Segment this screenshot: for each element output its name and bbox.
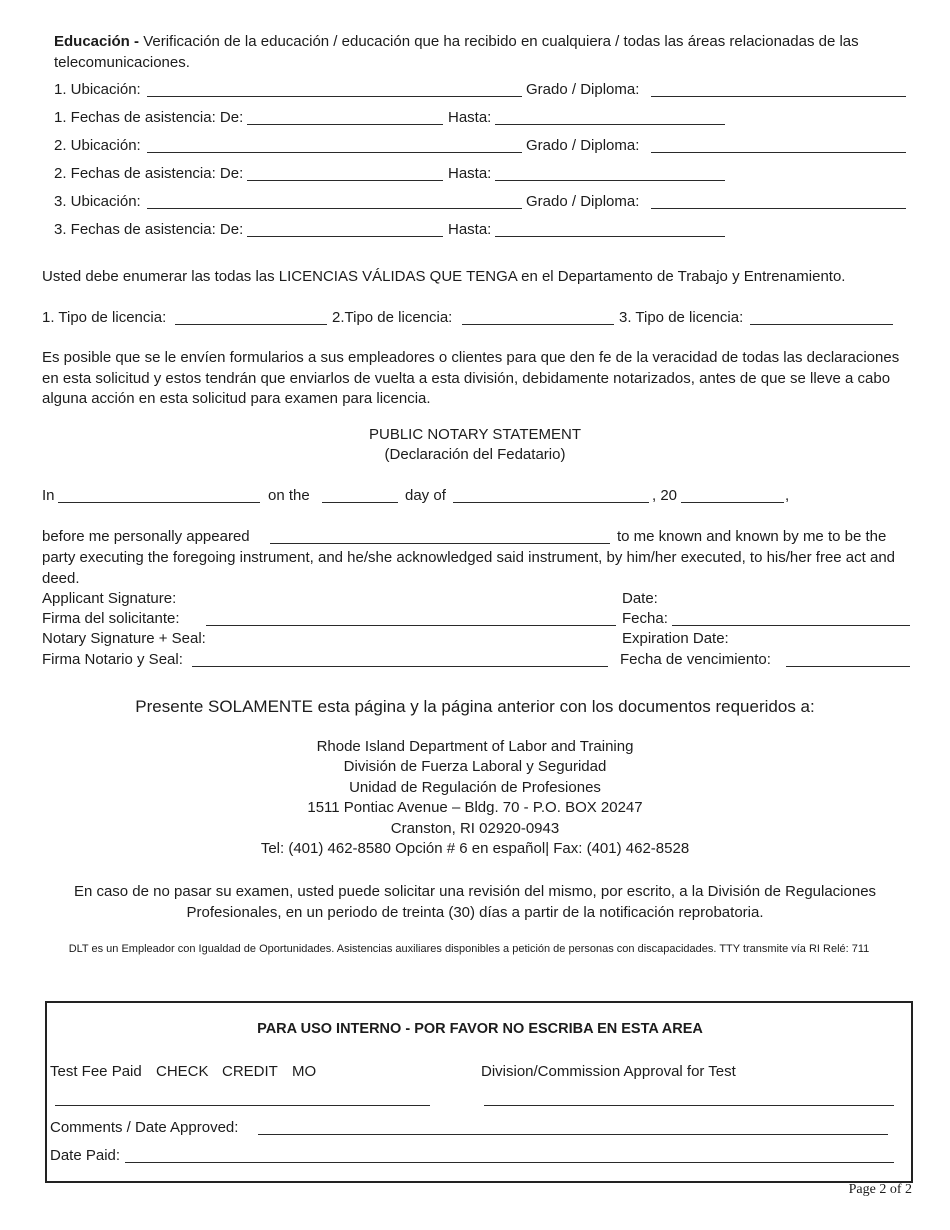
dates-from-3-label: 3. Fechas de asistencia: De: (54, 221, 244, 238)
date-es: Fecha: (622, 610, 668, 627)
licenses-instruction: Usted debe enumerar las todas las LICENCIAS VÁLIDAS QUE TENGA en el Departamento de Trabajo y Entrenamiento. (42, 268, 846, 285)
dates-from-1-field[interactable] (247, 124, 443, 125)
address-line-6: Tel: (401) 462-8580 Opción # 6 en español| Fax: (401) 462-8528 (260, 840, 690, 857)
notary-in-field[interactable] (58, 502, 260, 503)
license-type-1-field[interactable] (175, 324, 327, 325)
address-line-1: Rhode Island Department of Labor and Training (316, 738, 634, 755)
fee-field[interactable] (55, 1105, 430, 1106)
degree-2-field[interactable] (651, 152, 906, 153)
date-paid-label: Date Paid: (50, 1147, 121, 1164)
expiration-es: Fecha de vencimiento: (620, 651, 771, 668)
equal-opportunity-notice: DLT es un Empleador con Igualdad de Oportunidades. Asistencias auxiliares disponibles a petición de personas con discapacidades. TTY transmite vía RI Relé: 711 (68, 943, 870, 955)
address-line-4: 1511 Pontiac Avenue – Bldg. 70 - P.O. BOX 20247 (307, 799, 643, 816)
notary-in-label: In (42, 487, 55, 504)
license-type-2-label: 2.Tipo de licencia: (332, 309, 453, 326)
notary-trailing-comma: , (785, 487, 790, 504)
education-heading: Educación - (54, 33, 140, 50)
address-line-2: División de Fuerza Laboral y Seguridad (343, 758, 607, 775)
address-line-5: Cranston, RI 02920-0943 (390, 820, 560, 837)
internal-use-title: PARA USO INTERNO - POR FAVOR NO ESCRIBA EN ESTA AREA (257, 1021, 703, 1037)
location-2-field[interactable] (147, 152, 522, 153)
check-option[interactable]: CHECK (156, 1063, 209, 1080)
test-fee-label: Test Fee Paid (50, 1063, 142, 1080)
applicant-signature-en: Applicant Signature: (42, 590, 177, 607)
notary-title: PUBLIC NOTARY STATEMENT (369, 426, 581, 443)
degree-2-label: Grado / Diploma: (526, 137, 640, 154)
dates-from-3-field[interactable] (247, 236, 443, 237)
expiration-en: Expiration Date: (622, 630, 729, 647)
notary-year-prefix: , 20 (652, 487, 678, 504)
mo-option[interactable]: MO (292, 1063, 317, 1080)
address-line-3: Unidad de Regulación de Profesiones (349, 779, 601, 796)
date-en: Date: (622, 590, 658, 607)
notary-on-the-label: on the (268, 487, 310, 504)
dates-to-2-field[interactable] (495, 180, 725, 181)
credit-option[interactable]: CREDIT (222, 1063, 278, 1080)
education-intro (54, 32, 914, 73)
notary-year-field[interactable] (681, 502, 784, 503)
degree-3-field[interactable] (651, 208, 906, 209)
dates-to-3-label: Hasta: (448, 221, 492, 238)
location-1-label: 1. Ubicación: (54, 81, 141, 98)
notary-day-field[interactable] (322, 502, 398, 503)
notary-statement-rest: party executing the foregoing instrument, and he/she acknowledged said instrument, by him/her executed, to his/her free act and deed. (42, 549, 896, 587)
submit-instruction: Presente SOLAMENTE esta página y la página anterior con los documentos requeridos a: (135, 697, 815, 716)
appeared-label: before me personally appeared (42, 528, 250, 545)
verification-note: Es posible que se le envíen formularios a sus empleadores o clientes para que den fe de la veracidad de todas las declaraciones en esta solicitud y estos tendrán que enviarlos de vuelta a esta división, debidamente notarizados, antes de que se lleve a cabo alguna acción en esta solicitud para examen para licencia. (42, 349, 900, 407)
license-type-3-label: 3. Tipo de licencia: (619, 309, 744, 326)
dates-to-1-field[interactable] (495, 124, 725, 125)
approval-label: Division/Commission Approval for Test (481, 1063, 736, 1080)
location-3-field[interactable] (147, 208, 522, 209)
notary-signature-en: Notary Signature + Seal: (42, 630, 206, 647)
license-type-1-label: 1. Tipo de licencia: (42, 309, 167, 326)
dates-from-2-field[interactable] (247, 180, 443, 181)
dates-from-1-label: 1. Fechas de asistencia: De: (54, 109, 244, 126)
notary-month-field[interactable] (453, 502, 649, 503)
applicant-signature-es: Firma del solicitante: (42, 610, 180, 627)
dates-to-2-label: Hasta: (448, 165, 492, 182)
date-field[interactable] (672, 625, 910, 626)
date-paid-field[interactable] (125, 1162, 894, 1163)
degree-3-label: Grado / Diploma: (526, 193, 640, 210)
education-description: Verificación de la educación / educación que ha recibido en cualquiera / todas las áreas relacionadas de las telecomunicaciones. (54, 33, 859, 71)
comments-field[interactable] (258, 1134, 888, 1135)
dates-to-1-label: Hasta: (448, 109, 492, 126)
approval-field[interactable] (484, 1105, 894, 1106)
notary-subtitle: (Declaración del Fedatario) (384, 446, 566, 463)
dates-to-3-field[interactable] (495, 236, 725, 237)
notary-day-of-label: day of (405, 487, 446, 504)
expiration-date-field[interactable] (786, 666, 910, 667)
notary-signature-es: Firma Notario y Seal: (42, 651, 183, 668)
appeared-name-field[interactable] (270, 543, 610, 544)
dates-from-2-label: 2. Fechas de asistencia: De: (54, 165, 244, 182)
appeal-note: En caso de no pasar su examen, usted puede solicitar una revisión del mismo, por escrito, a la División de Regulaciones Profesionales, en un periodo de treinta (30) días a partir de la notificación reprobatoria. (73, 883, 877, 921)
location-2-label: 2. Ubicación: (54, 137, 141, 154)
location-3-label: 3. Ubicación: (54, 193, 141, 210)
comments-label: Comments / Date Approved: (50, 1119, 239, 1136)
degree-1-field[interactable] (651, 96, 906, 97)
license-type-3-field[interactable] (750, 324, 893, 325)
license-type-2-field[interactable] (462, 324, 614, 325)
location-1-field[interactable] (147, 96, 522, 97)
degree-1-label: Grado / Diploma: (526, 81, 640, 98)
known-text: to me known and known by me to be the (617, 528, 887, 545)
applicant-signature-field[interactable] (206, 625, 616, 626)
notary-signature-field[interactable] (192, 666, 608, 667)
page-number: Page 2 of 2 (848, 1182, 912, 1197)
